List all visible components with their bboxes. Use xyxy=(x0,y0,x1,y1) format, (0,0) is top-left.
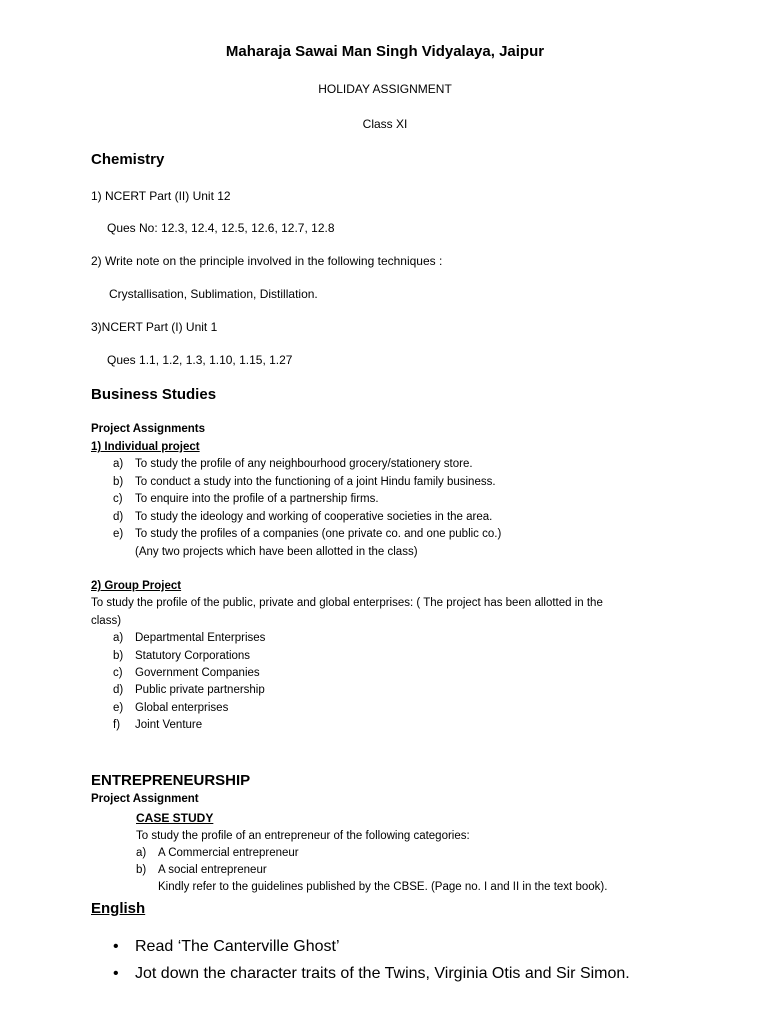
list-item: a) To study the profile of any neighbourhood grocery/stationery store. xyxy=(113,458,473,470)
list-item: e) To study the profiles of a companies (one private co. and one public co.) xyxy=(113,528,502,540)
group-project-title: 2) Group Project xyxy=(91,580,182,592)
cbse-guideline-note: Kindly refer to the guidelines published by the CBSE. (Page no. I and II in the text book). xyxy=(158,881,608,893)
list-item: a) A Commercial entrepreneur xyxy=(136,847,299,859)
list-item: b) To conduct a study into the functioning of a joint Hindu family business. xyxy=(113,476,496,488)
business-heading: Business Studies xyxy=(91,386,217,403)
group-description-line-1: To study the profile of the public, private and global enterprises: ( The project has been allotted in the xyxy=(91,597,603,609)
list-item: d) Public private partnership xyxy=(113,684,265,696)
list-item: e) Global enterprises xyxy=(113,702,229,714)
list-item: c) To enquire into the profile of a partnership firms. xyxy=(113,493,379,505)
list-item: • Read ‘The Canterville Ghost’ xyxy=(113,938,340,955)
entrepreneurship-heading: ENTREPRENEURSHIP xyxy=(91,772,251,789)
list-item: f) Joint Venture xyxy=(113,719,203,731)
chemistry-heading: Chemistry xyxy=(91,151,165,168)
list-item: d) To study the ideology and working of cooperative societies in the area. xyxy=(113,511,493,523)
list-item: b) Statutory Corporations xyxy=(113,650,251,662)
individual-note: (Any two projects which have been allotted in the class) xyxy=(135,546,418,558)
list-item: b) A social entrepreneur xyxy=(136,864,267,876)
chemistry-line-2: Ques No: 12.3, 12.4, 12.5, 12.6, 12.7, 12.8 xyxy=(107,221,335,235)
school-name: Maharaja Sawai Man Singh Vidyalaya, Jaipur xyxy=(225,43,545,60)
individual-project-title: 1) Individual project xyxy=(91,441,200,453)
assignment-title: HOLIDAY ASSIGNMENT xyxy=(318,82,452,96)
chemistry-line-5: 3)NCERT Part (I) Unit 1 xyxy=(91,320,218,334)
project-assignment-label: Project Assignment xyxy=(91,793,199,805)
list-item: • Jot down the character traits of the Twins, Virginia Otis and Sir Simon. xyxy=(113,965,630,982)
list-item: c) Government Companies xyxy=(113,667,260,679)
bullet-icon: • xyxy=(113,965,119,982)
class-label: Class XI xyxy=(362,117,408,131)
group-description-line-2: class) xyxy=(91,615,122,627)
chemistry-line-6: Ques 1.1, 1.2, 1.3, 1.10, 1.15, 1.27 xyxy=(107,353,293,367)
bullet-icon: • xyxy=(113,938,119,955)
project-assignments-label: Project Assignments xyxy=(91,423,205,435)
case-study-title: CASE STUDY xyxy=(136,811,214,825)
case-study-intro: To study the profile of an entrepreneur of the following categories: xyxy=(136,830,470,842)
chemistry-line-3: 2) Write note on the principle involved in the following techniques : xyxy=(91,254,443,268)
chemistry-line-4: Crystallisation, Sublimation, Distillation. xyxy=(109,287,318,301)
list-item: a) Departmental Enterprises xyxy=(113,632,266,644)
english-heading: English xyxy=(91,900,146,917)
chemistry-line-1: 1) NCERT Part (II) Unit 12 xyxy=(91,189,231,203)
